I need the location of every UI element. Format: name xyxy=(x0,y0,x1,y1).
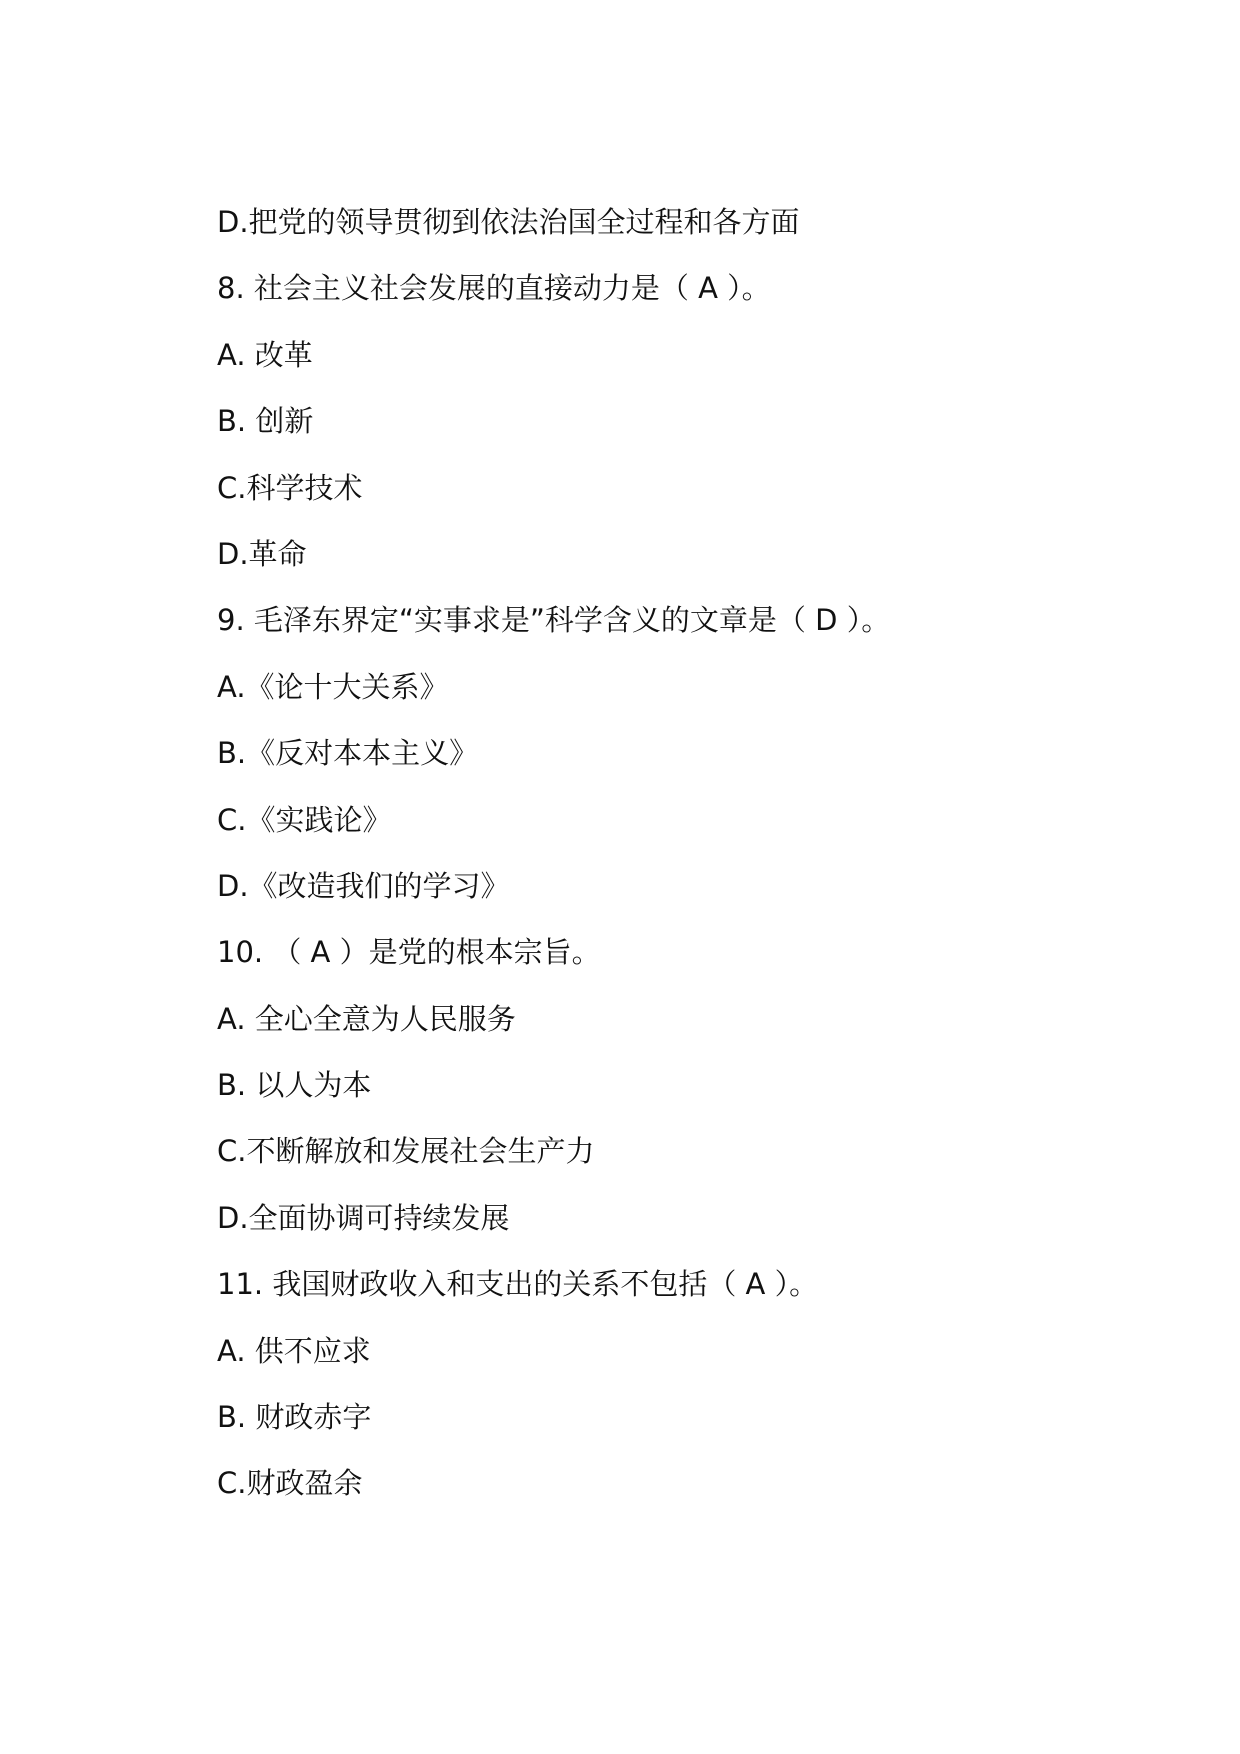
question-11-text: 11. 我国财政收入和支出的关系不包括（ A ）。 xyxy=(217,1267,819,1302)
question-9-option-d: D.《改造我们的学习》 xyxy=(217,868,510,903)
question-8-option-c: C.科学技术 xyxy=(217,470,363,505)
question-11-option-c: C.财政盈余 xyxy=(217,1466,363,1501)
question-10-option-a: A. 全心全意为人民服务 xyxy=(217,1001,516,1036)
question-8-option-d: D.革命 xyxy=(217,536,307,571)
question-9-option-b: B.《反对本本主义》 xyxy=(217,736,479,771)
question-9-text: 9. 毛泽东界定“实事求是”科学含义的文章是（ D ）。 xyxy=(217,603,891,638)
question-8-text: 8. 社会主义社会发展的直接动力是（ A ）。 xyxy=(217,271,771,306)
question-8-option-a: A. 改革 xyxy=(217,337,313,372)
option-d-text: D.把党的领导贯彻到依法治国全过程和各方面 xyxy=(217,205,800,239)
question-10-option-d: D.全面协调可持续发展 xyxy=(217,1200,510,1235)
question-9-option-a: A.《论十大关系》 xyxy=(217,669,449,704)
document-body xyxy=(217,195,1117,1523)
question-10-text: 10. （ A ）是党的根本宗旨。 xyxy=(217,935,601,970)
question-8-option-b: B. 创新 xyxy=(217,404,314,439)
question-10-option-b: B. 以人为本 xyxy=(217,1068,372,1103)
question-10-option-c: C.不断解放和发展社会生产力 xyxy=(217,1134,595,1169)
question-11-option-a: A. 供不应求 xyxy=(217,1333,371,1368)
question-11-option-b: B. 财政赤字 xyxy=(217,1400,372,1435)
question-9-option-c: C.《实践论》 xyxy=(217,802,392,837)
